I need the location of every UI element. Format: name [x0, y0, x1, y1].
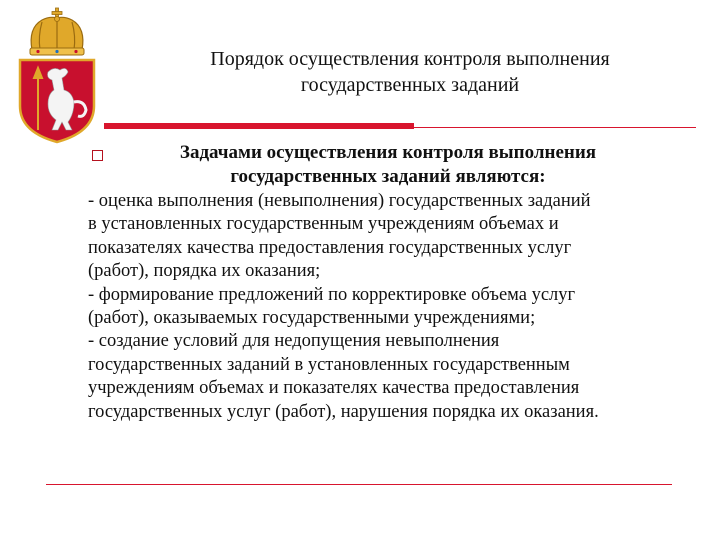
page-title-line: Порядок осуществления контроля выполнения [210, 48, 610, 70]
list-item [88, 284, 688, 331]
list-item [88, 330, 688, 424]
page-title-line: государственных заданий [300, 74, 520, 96]
task-list [88, 190, 688, 424]
title-underline-bar [104, 123, 414, 129]
title-underline-thin [414, 127, 696, 128]
footer-divider [46, 484, 672, 485]
list-item-line: (работ), оказываемых государственными учреждениями; [88, 308, 536, 329]
list-item-line: государственных заданий в установленных государственным [88, 354, 570, 375]
section-heading-line: государственных заданий являются: [230, 166, 546, 187]
section-heading [108, 141, 668, 189]
list-item-line: в установленных государственным учреждениям объемах и [88, 214, 559, 235]
list-item-line: показателях качества предоставления государственных услуг [88, 237, 572, 258]
list-item [88, 190, 688, 284]
coat-of-arms-icon [14, 6, 100, 144]
list-item-line: - формирование предложений по корректировке объема услуг [88, 284, 576, 305]
page-title [110, 46, 710, 98]
crown-icon [30, 8, 84, 55]
list-item-line: государственных услуг (работ), нарушения порядка их оказания. [88, 401, 599, 422]
list-item-line: учреждениям объемах и показателях качества предоставления [88, 378, 580, 399]
square-bullet-icon [92, 150, 103, 161]
list-item-line: (работ), порядка их оказания; [88, 261, 321, 282]
section-heading-line: Задачами осуществления контроля выполнения [179, 142, 597, 163]
list-item-line: - создание условий для недопущения невыполнения [88, 331, 500, 352]
list-item-line: - оценка выполнения (невыполнения) государственных заданий [88, 191, 591, 211]
